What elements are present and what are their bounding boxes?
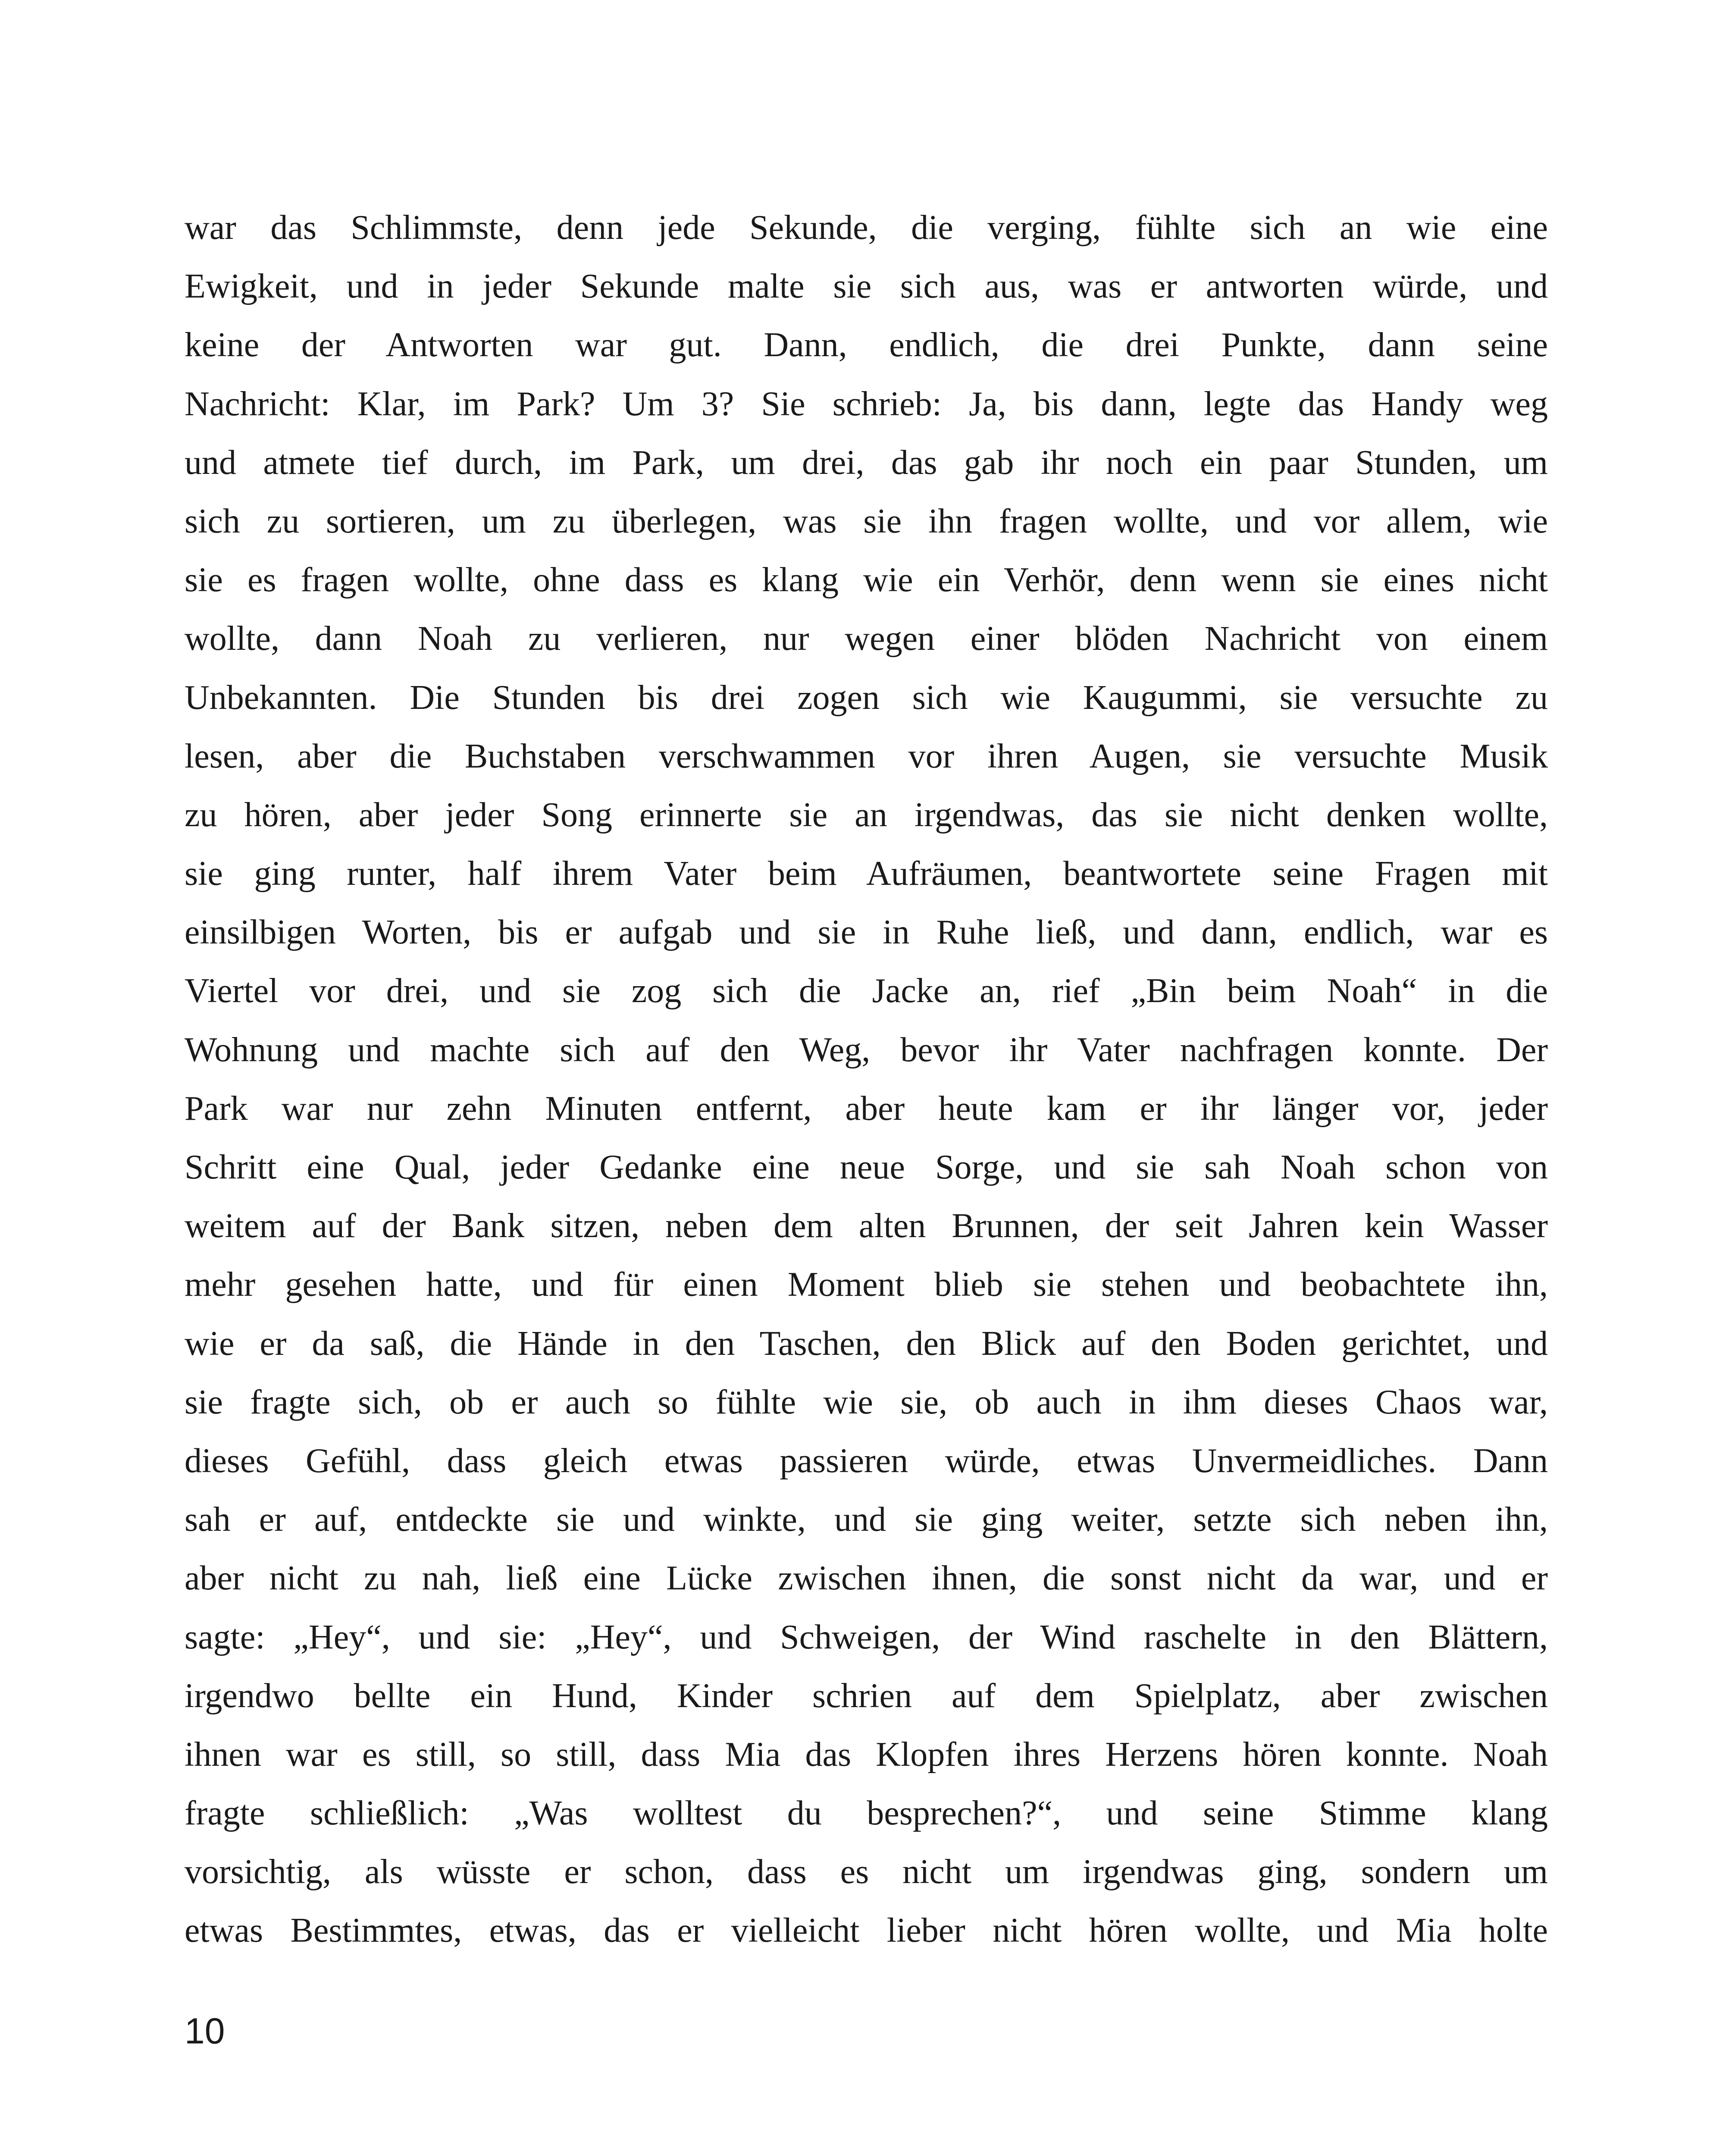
text-line: aber nicht zu nah, ließ eine Lücke zwischen ihnen, die sonst nicht da war, und er — [185, 1559, 1548, 1598]
text-line: mehr gesehen hatte, und für einen Moment blieb sie stehen und beobachtete ihn, — [185, 1266, 1548, 1304]
text-line: Schritt eine Qual, jeder Gedanke eine neue Sorge, und sie sah Noah schon von — [185, 1148, 1548, 1186]
text-line: sah er auf, entdeckte sie und winkte, und sie ging weiter, setzte sich neben ihn, — [185, 1501, 1548, 1539]
text-line: wollte, dann Noah zu verlieren, nur wegen einer blöden Nachricht von einem — [185, 620, 1548, 658]
text-line: Nachricht: Klar, im Park? Um 3? Sie schrieb: Ja, bis dann, legte das Handy weg — [185, 385, 1548, 423]
text-line: Wohnung und machte sich auf den Weg, bevor ihr Vater nachfragen konnte. Der — [185, 1031, 1548, 1069]
body-text — [185, 198, 1548, 1960]
text-line: sich zu sortieren, um zu überlegen, was sie ihn fragen wollte, und vor allem, wie — [185, 502, 1548, 540]
text-line: zu hören, aber jeder Song erinnerte sie an irgendwas, das sie nicht denken wollte, — [185, 796, 1548, 834]
page-number: 10 — [185, 2011, 225, 2051]
text-line: Ewigkeit, und in jeder Sekunde malte sie sich aus, was er antworten würde, und — [185, 267, 1548, 306]
text-line: keine der Antworten war gut. Dann, endlich, die drei Punkte, dann seine — [185, 326, 1548, 364]
text-line: vorsichtig, als wüsste er schon, dass es nicht um irgendwas ging, sondern um — [185, 1853, 1548, 1891]
text-line: sagte: „Hey“, und sie: „Hey“, und Schweigen, der Wind raschelte in den Blättern, — [185, 1618, 1548, 1656]
text-line: ihnen war es still, so still, dass Mia das Klopfen ihres Herzens hören konnte. Noah — [185, 1735, 1548, 1774]
text-line: etwas Bestimmtes, etwas, das er vielleicht lieber nicht hören wollte, und Mia holte — [185, 1912, 1548, 1950]
text-line: und atmete tief durch, im Park, um drei, das gab ihr noch ein paar Stunden, um — [185, 443, 1548, 482]
text-line: wie er da saß, die Hände in den Taschen, den Blick auf den Boden gerichtet, und — [185, 1324, 1548, 1363]
text-line: lesen, aber die Buchstaben verschwammen vor ihren Augen, sie versuchte Musik — [185, 737, 1548, 775]
text-line: sie fragte sich, ob er auch so fühlte wie sie, ob auch in ihm dieses Chaos war, — [185, 1383, 1548, 1421]
text-line: weitem auf der Bank sitzen, neben dem alten Brunnen, der seit Jahren kein Wasser — [185, 1207, 1548, 1245]
text-line: sie es fragen wollte, ohne dass es klang wie ein Verhör, denn wenn sie eines nicht — [185, 561, 1548, 599]
text-line: irgendwo bellte ein Hund, Kinder schrien auf dem Spielplatz, aber zwischen — [185, 1677, 1548, 1715]
text-line: sie ging runter, half ihrem Vater beim Aufräumen, beantwortete seine Fragen mit — [185, 855, 1548, 893]
text-line: fragte schließlich: „Was wolltest du besprechen?“, und seine Stimme klang — [185, 1794, 1548, 1833]
text-line: Park war nur zehn Minuten entfernt, aber heute kam er ihr länger vor, jeder — [185, 1089, 1548, 1128]
text-line: einsilbigen Worten, bis er aufgab und sie in Ruhe ließ, und dann, endlich, war es — [185, 913, 1548, 952]
text-line: dieses Gefühl, dass gleich etwas passieren würde, etwas Unvermeidliches. Dann — [185, 1442, 1548, 1480]
text-line: war das Schlimmste, denn jede Sekunde, die verging, fühlte sich an wie eine — [185, 209, 1548, 247]
text-line: Viertel vor drei, und sie zog sich die Jacke an, rief „Bin beim Noah“ in die — [185, 972, 1548, 1010]
text-line: Unbekannten. Die Stunden bis drei zogen sich wie Kaugummi, sie versuchte zu — [185, 678, 1548, 717]
